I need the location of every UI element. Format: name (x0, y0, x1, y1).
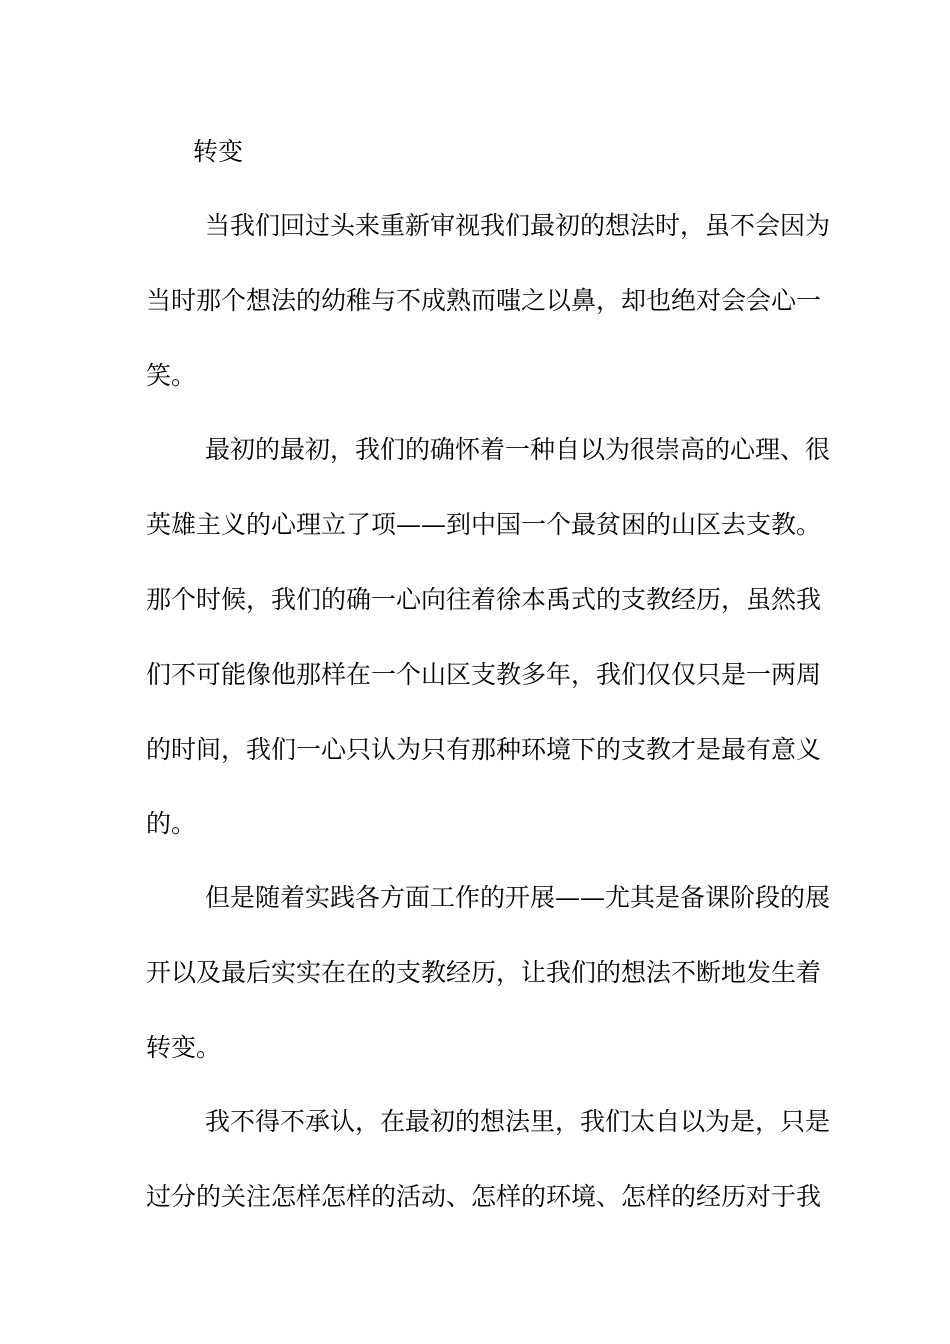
document-title: 转变 (193, 137, 244, 166)
paragraph-line: 那个时候，我们的确一心向往着徐本禹式的支教经历，虽然我 (146, 585, 822, 614)
paragraph-line: 但是随着实践各方面工作的开展——尤其是备课阶段的展 (205, 883, 831, 912)
paragraph-line: 当时那个想法的幼稚与不成熟而嗤之以鼻，却也绝对会会心一 (146, 286, 822, 315)
paragraph-line: 转变。 (146, 1033, 222, 1062)
paragraph-line: 我不得不承认，在最初的想法里，我们太自以为是，只是 (205, 1107, 831, 1136)
paragraph-line: 当我们回过头来重新审视我们最初的想法时，虽不会因为 (205, 211, 831, 240)
paragraph-line: 笑。 (146, 361, 197, 390)
paragraph-line: 开以及最后实实在在的支教经历，让我们的想法不断地发生着 (146, 958, 822, 987)
paragraph-line: 英雄主义的心理立了项——到中国一个最贫困的山区去支教。 (146, 510, 822, 539)
paragraph-line: 们不可能像他那样在一个山区支教多年，我们仅仅只是一两周 (146, 660, 822, 689)
paragraph-line: 过分的关注怎样怎样的活动、怎样的环境、怎样的经历对于我 (146, 1182, 822, 1211)
paragraph-line: 的时间，我们一心只认为只有那种环境下的支教才是最有意义 (146, 735, 822, 764)
paragraph-line: 最初的最初，我们的确怀着一种自以为很崇高的心理、很 (205, 435, 831, 464)
paragraph-line: 的。 (146, 809, 197, 838)
